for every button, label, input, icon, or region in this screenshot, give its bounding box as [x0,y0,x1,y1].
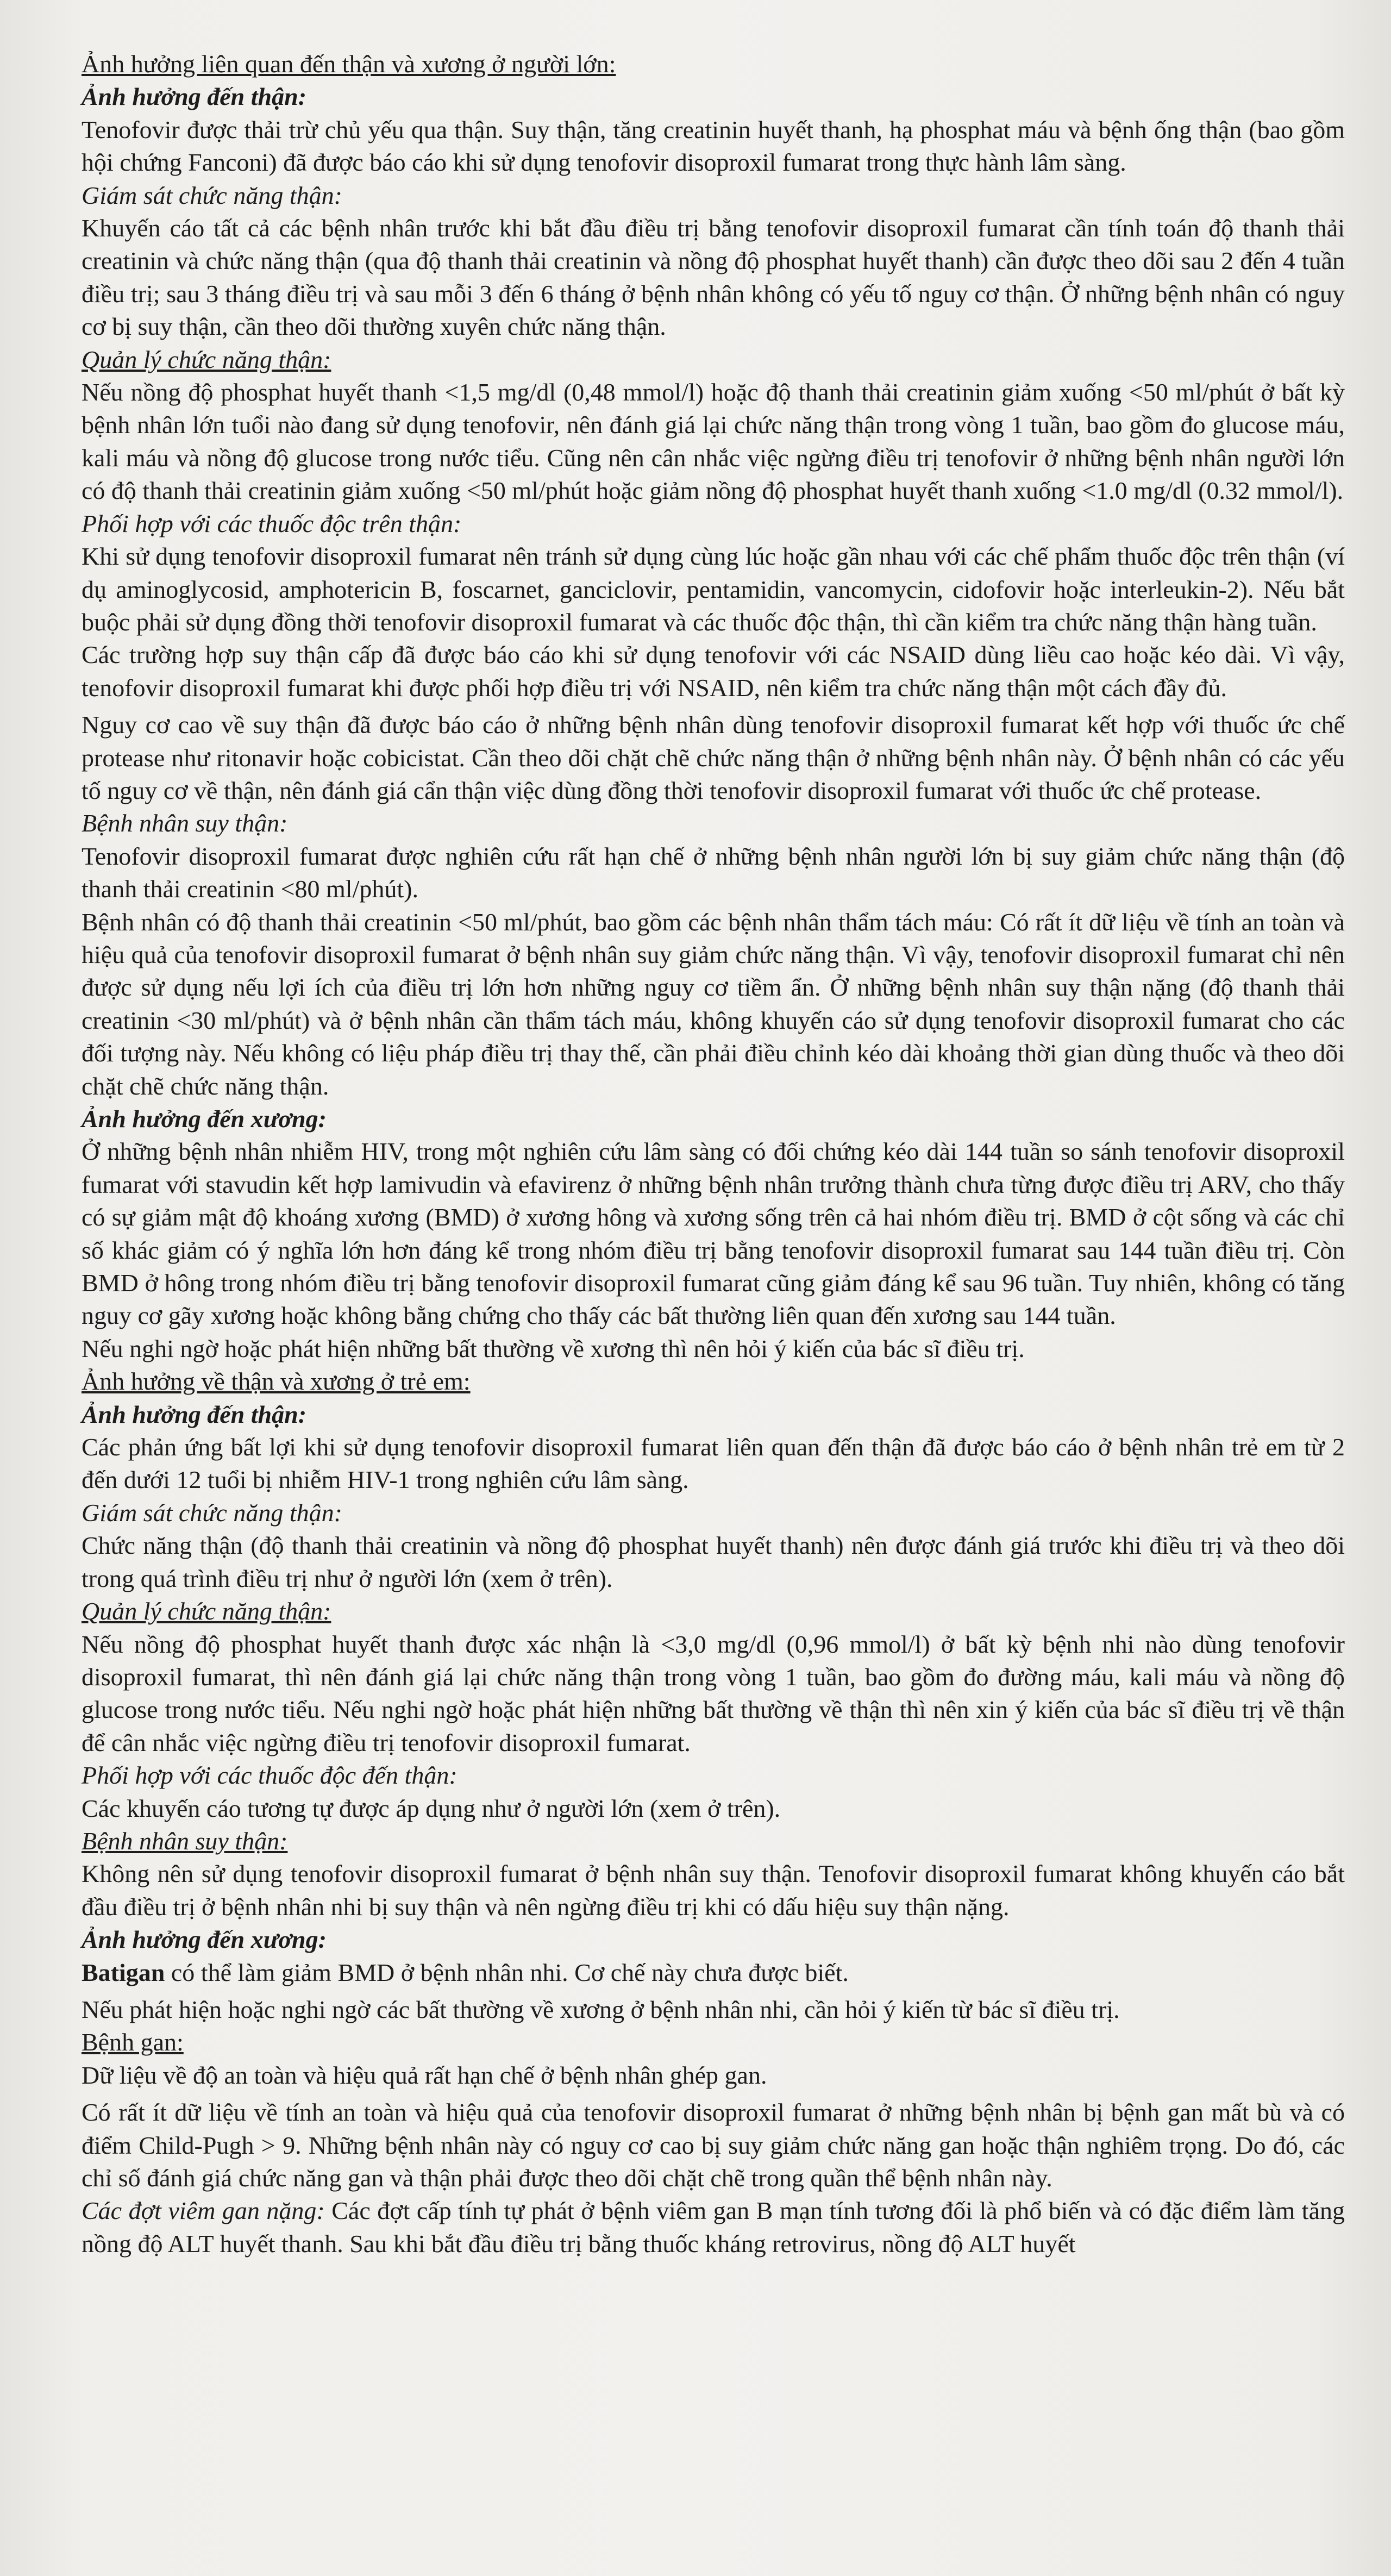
liver-flare-paragraph [82,2194,1345,2260]
adult-bone-paragraph-2: Nếu nghi ngờ hoặc phát hiện những bất thường về xương thì nên hỏi ý kiến của bác sĩ điều trị. [82,1334,1025,1362]
child-monitor-heading: Giám sát chức năng thận: [82,1498,342,1527]
child-combo-paragraph: Các khuyến cáo tương tự được áp dụng như ở người lớn (xem ở trên). [82,1794,781,1822]
adult-monitor-paragraph: Khuyến cáo tất cả các bệnh nhân trước khi bắt đầu điều trị bằng tenofovir disoproxil fumarat cần tính toán độ thanh thải creatinin và chức năng thận (qua độ thanh thải creatinin và nồng độ phosphat huyết thanh) cần được theo dõi sau 2 đến 4 tuần điều trị; sau 3 tháng điều trị và sau mỗi 3 đến 6 tháng ở bệnh nhân không có yếu tố nguy cơ thận. Ở những bệnh nhân có nguy cơ bị suy thận, cần theo dõi thường xuyên chức năng thận. [82,214,1345,341]
child-bone-heading: Ảnh hưởng đến xương: [82,1925,327,1954]
liver-paragraph-1: Dữ liệu về độ an toàn và hiệu quả rất hạn chế ở bệnh nhân ghép gan. [82,2061,767,2089]
child-kidney-heading: Ảnh hưởng đến thận: [82,1400,307,1428]
child-bone-paragraph-1-text: có thể làm giảm BMD ở bệnh nhân nhi. Cơ chế này chưa được biết. [165,1958,849,1986]
liver-paragraph-2: Có rất ít dữ liệu về tính an toàn và hiệu quả của tenofovir disoproxil fumarat ở những bệnh nhân bị bệnh gan mất bù và có điểm Child-Pugh > 9. Những bệnh nhân này có nguy cơ cao bị suy giảm chức năng gan hoặc thận nghiêm trọng. Do đó, các chỉ số đánh giá chức năng gan và thận phải được theo dõi chặt chẽ trong quần thể bệnh nhân này. [82,2098,1345,2192]
adult-monitor-heading: Giám sát chức năng thận: [82,181,342,209]
child-combo-heading: Phối hợp với các thuốc độc đến thận: [82,1761,458,1790]
adult-combo-paragraph-3: Nguy cơ cao về suy thận đã được báo cáo ở những bệnh nhân dùng tenofovir disoproxil fumarat kết hợp với thuốc ức chế protease như ritonavir hoặc cobicistat. Cần theo dõi chặt chẽ chức năng thận ở những bệnh nhân này. Ở bệnh nhân có các yếu tố nguy cơ về thận, nên đánh giá cẩn thận việc dùng đồng thời tenofovir disoproxil fumarat với thuốc ức chế protease. [82,711,1345,804]
adult-renal-paragraph-2: Bệnh nhân có độ thanh thải creatinin <50 ml/phút, bao gồm các bệnh nhân thẩm tách máu: Có rất ít dữ liệu về tính an toàn và hiệu quả của tenofovir disoproxil fumarat ở bệnh nhân suy giảm chức năng thận. Vì vậy, tenofovir disoproxil fumarat chỉ nên được sử dụng nếu lợi ích của điều trị lớn hơn những nguy cơ tiềm ẩn. Ở những bệnh nhân suy thận nặng (độ thanh thải creatinin <30 ml/phút) và ở bệnh nhân cần thẩm tách máu, không khuyến cáo sử dụng tenofovir disoproxil fumarat cho các đối tượng này. Nếu không có liệu pháp điều trị thay thế, cần phải điều chỉnh kéo dài khoảng thời gian dùng thuốc và theo dõi chặt chẽ chức năng thận. [82,908,1345,1100]
adult-kidney-heading: Ảnh hưởng đến thận: [82,83,307,111]
adult-combo-paragraph-1: Khi sử dụng tenofovir disoproxil fumarat nên tránh sử dụng cùng lúc hoặc gần nhau với các chế phẩm thuốc độc trên thận (ví dụ aminoglycosid, amphotericin B, foscarnet, ganciclovir, pentamidin, vancomycin, cidofovir hoặc interleukin-2). Nếu bắt buộc phải sử dụng đồng thời tenofovir disoproxil fumarat và các thuốc độc thận, thì cần kiểm tra chức năng thận hàng tuần. [82,542,1345,636]
liver-section-heading: Bệnh gan: [82,2028,184,2056]
leaflet-content [82,48,1345,2260]
child-kidney-paragraph: Các phản ứng bất lợi khi sử dụng tenofovir disoproxil fumarat liên quan đến thận đã được báo cáo ở bệnh nhân trẻ em từ 2 đến dưới 12 tuổi bị nhiễm HIV-1 trong nghiên cứu lâm sàng. [82,1433,1345,1494]
child-monitor-paragraph: Chức năng thận (độ thanh thải creatinin và nồng độ phosphat huyết thanh) nên được đánh giá trước khi điều trị và theo dõi trong quá trình điều trị như ở người lớn (xem ở trên). [82,1531,1345,1592]
child-section-heading: Ảnh hưởng về thận và xương ở trẻ em: [82,1367,471,1396]
child-bone-paragraph-1 [82,1956,1345,1989]
adult-bone-heading: Ảnh hưởng đến xương: [82,1105,327,1133]
adult-manage-heading: Quản lý chức năng thận: [82,345,331,373]
adult-combo-heading: Phối hợp với các thuốc độc trên thận: [82,509,462,537]
adult-manage-paragraph: Nếu nồng độ phosphat huyết thanh <1,5 mg/dl (0,48 mmol/l) hoặc độ thanh thải creatinin giảm xuống <50 ml/phút ở bất kỳ bệnh nhân lớn tuổi nào đang sử dụng tenofovir, nên đánh giá lại chức năng thận trong vòng 1 tuần, bao gồm đo glucose máu, kali máu và nồng độ glucose trong nước tiểu. Cũng nên cân nhắc việc ngừng điều trị tenofovir ở những bệnh nhân người lớn có độ thanh thải creatinin giảm xuống <50 ml/phút hoặc giảm nồng độ phosphat huyết thanh xuống <1.0 mg/dl (0.32 mmol/l). [82,378,1345,505]
adult-renal-heading: Bệnh nhân suy thận: [82,809,288,837]
child-bone-paragraph-2: Nếu phát hiện hoặc nghi ngờ các bất thường về xương ở bệnh nhân nhi, cần hỏi ý kiến từ bác sĩ điều trị. [82,1995,1120,2023]
child-renal-heading: Bệnh nhân suy thận: [82,1827,288,1855]
adult-bone-paragraph-1: Ở những bệnh nhân nhiễm HIV, trong một nghiên cứu lâm sàng có đối chứng kéo dài 144 tuần so sánh tenofovir disoproxil fumarat với stavudin kết hợp lamivudin và efavirenz ở những bệnh nhân trưởng thành chưa từng được điều trị ARV, cho thấy có sự giảm mật độ khoáng xương (BMD) ở xương hông và xương sống trên cả hai nhóm điều trị. BMD ở cột sống và các chỉ số khác giảm có ý nghĩa lớn hơn đáng kể trong nhóm điều trị bằng tenofovir disoproxil fumarat sau 144 tuần điều trị. Còn BMD ở hông trong nhóm điều trị bằng tenofovir disoproxil fumarat cũng giảm đáng kể sau 96 tuần. Tuy nhiên, không có tăng nguy cơ gãy xương hoặc không bằng chứng cho thấy các bất thường liên quan đến xương sau 144 tuần. [82,1137,1345,1330]
liver-flare-text: Các đợt cấp tính tự phát ở bệnh viêm gan B mạn tính tương đối là phổ biến và có đặc điểm làm tăng nồng độ ALT huyết thanh. Sau khi bắt đầu điều trị bằng thuốc kháng retrovirus, nồng độ ALT huyết [82,2197,1345,2258]
child-renal-paragraph: Không nên sử dụng tenofovir disoproxil fumarat ở bệnh nhân suy thận. Tenofovir disoproxil fumarat không khuyến cáo bắt đầu điều trị ở bệnh nhân nhi bị suy thận và nên ngừng điều trị khi có dấu hiệu suy thận nặng. [82,1860,1345,1921]
adult-renal-paragraph-1: Tenofovir disoproxil fumarat được nghiên cứu rất hạn chế ở những bệnh nhân người lớn bị suy giảm chức năng thận (độ thanh thải creatinin <80 ml/phút). [82,842,1345,903]
adult-kidney-paragraph: Tenofovir được thải trừ chủ yếu qua thận. Suy thận, tăng creatinin huyết thanh, hạ phosphat máu và bệnh ống thận (bao gồm hội chứng Fanconi) đã được báo cáo khi sử dụng tenofovir disoproxil fumarat trong thực hành lâm sàng. [82,115,1345,177]
child-manage-paragraph: Nếu nồng độ phosphat huyết thanh được xác nhận là <3,0 mg/dl (0,96 mmol/l) ở bất kỳ bệnh nhi nào dùng tenofovir disoproxil fumarat, thì nên đánh giá lại chức năng thận trong vòng 1 tuần, bao gồm đo đường máu, kali máu và nồng độ glucose trong nước tiểu. Nếu nghi ngờ hoặc phát hiện những bất thường về thận thì nên xin ý kiến của bác sĩ điều trị về thận để cân nhắc việc ngừng điều trị tenofovir disoproxil fumarat. [82,1630,1345,1756]
liver-flare-lead: Các đợt viêm gan nặng: [82,2197,325,2225]
child-manage-heading: Quản lý chức năng thận: [82,1597,331,1625]
adult-section-heading: Ảnh hưởng liên quan đến thận và xương ở người lớn: [82,50,616,78]
adult-combo-paragraph-2: Các trường hợp suy thận cấp đã được báo cáo khi sử dụng tenofovir với các NSAID dùng liều cao hoặc kéo dài. Vì vậy, tenofovir disoproxil fumarat khi được phối hợp điều trị với NSAID, nên kiểm tra chức năng thận một cách đầy đủ. [82,641,1345,702]
brand-name: Batigan [82,1958,165,1986]
